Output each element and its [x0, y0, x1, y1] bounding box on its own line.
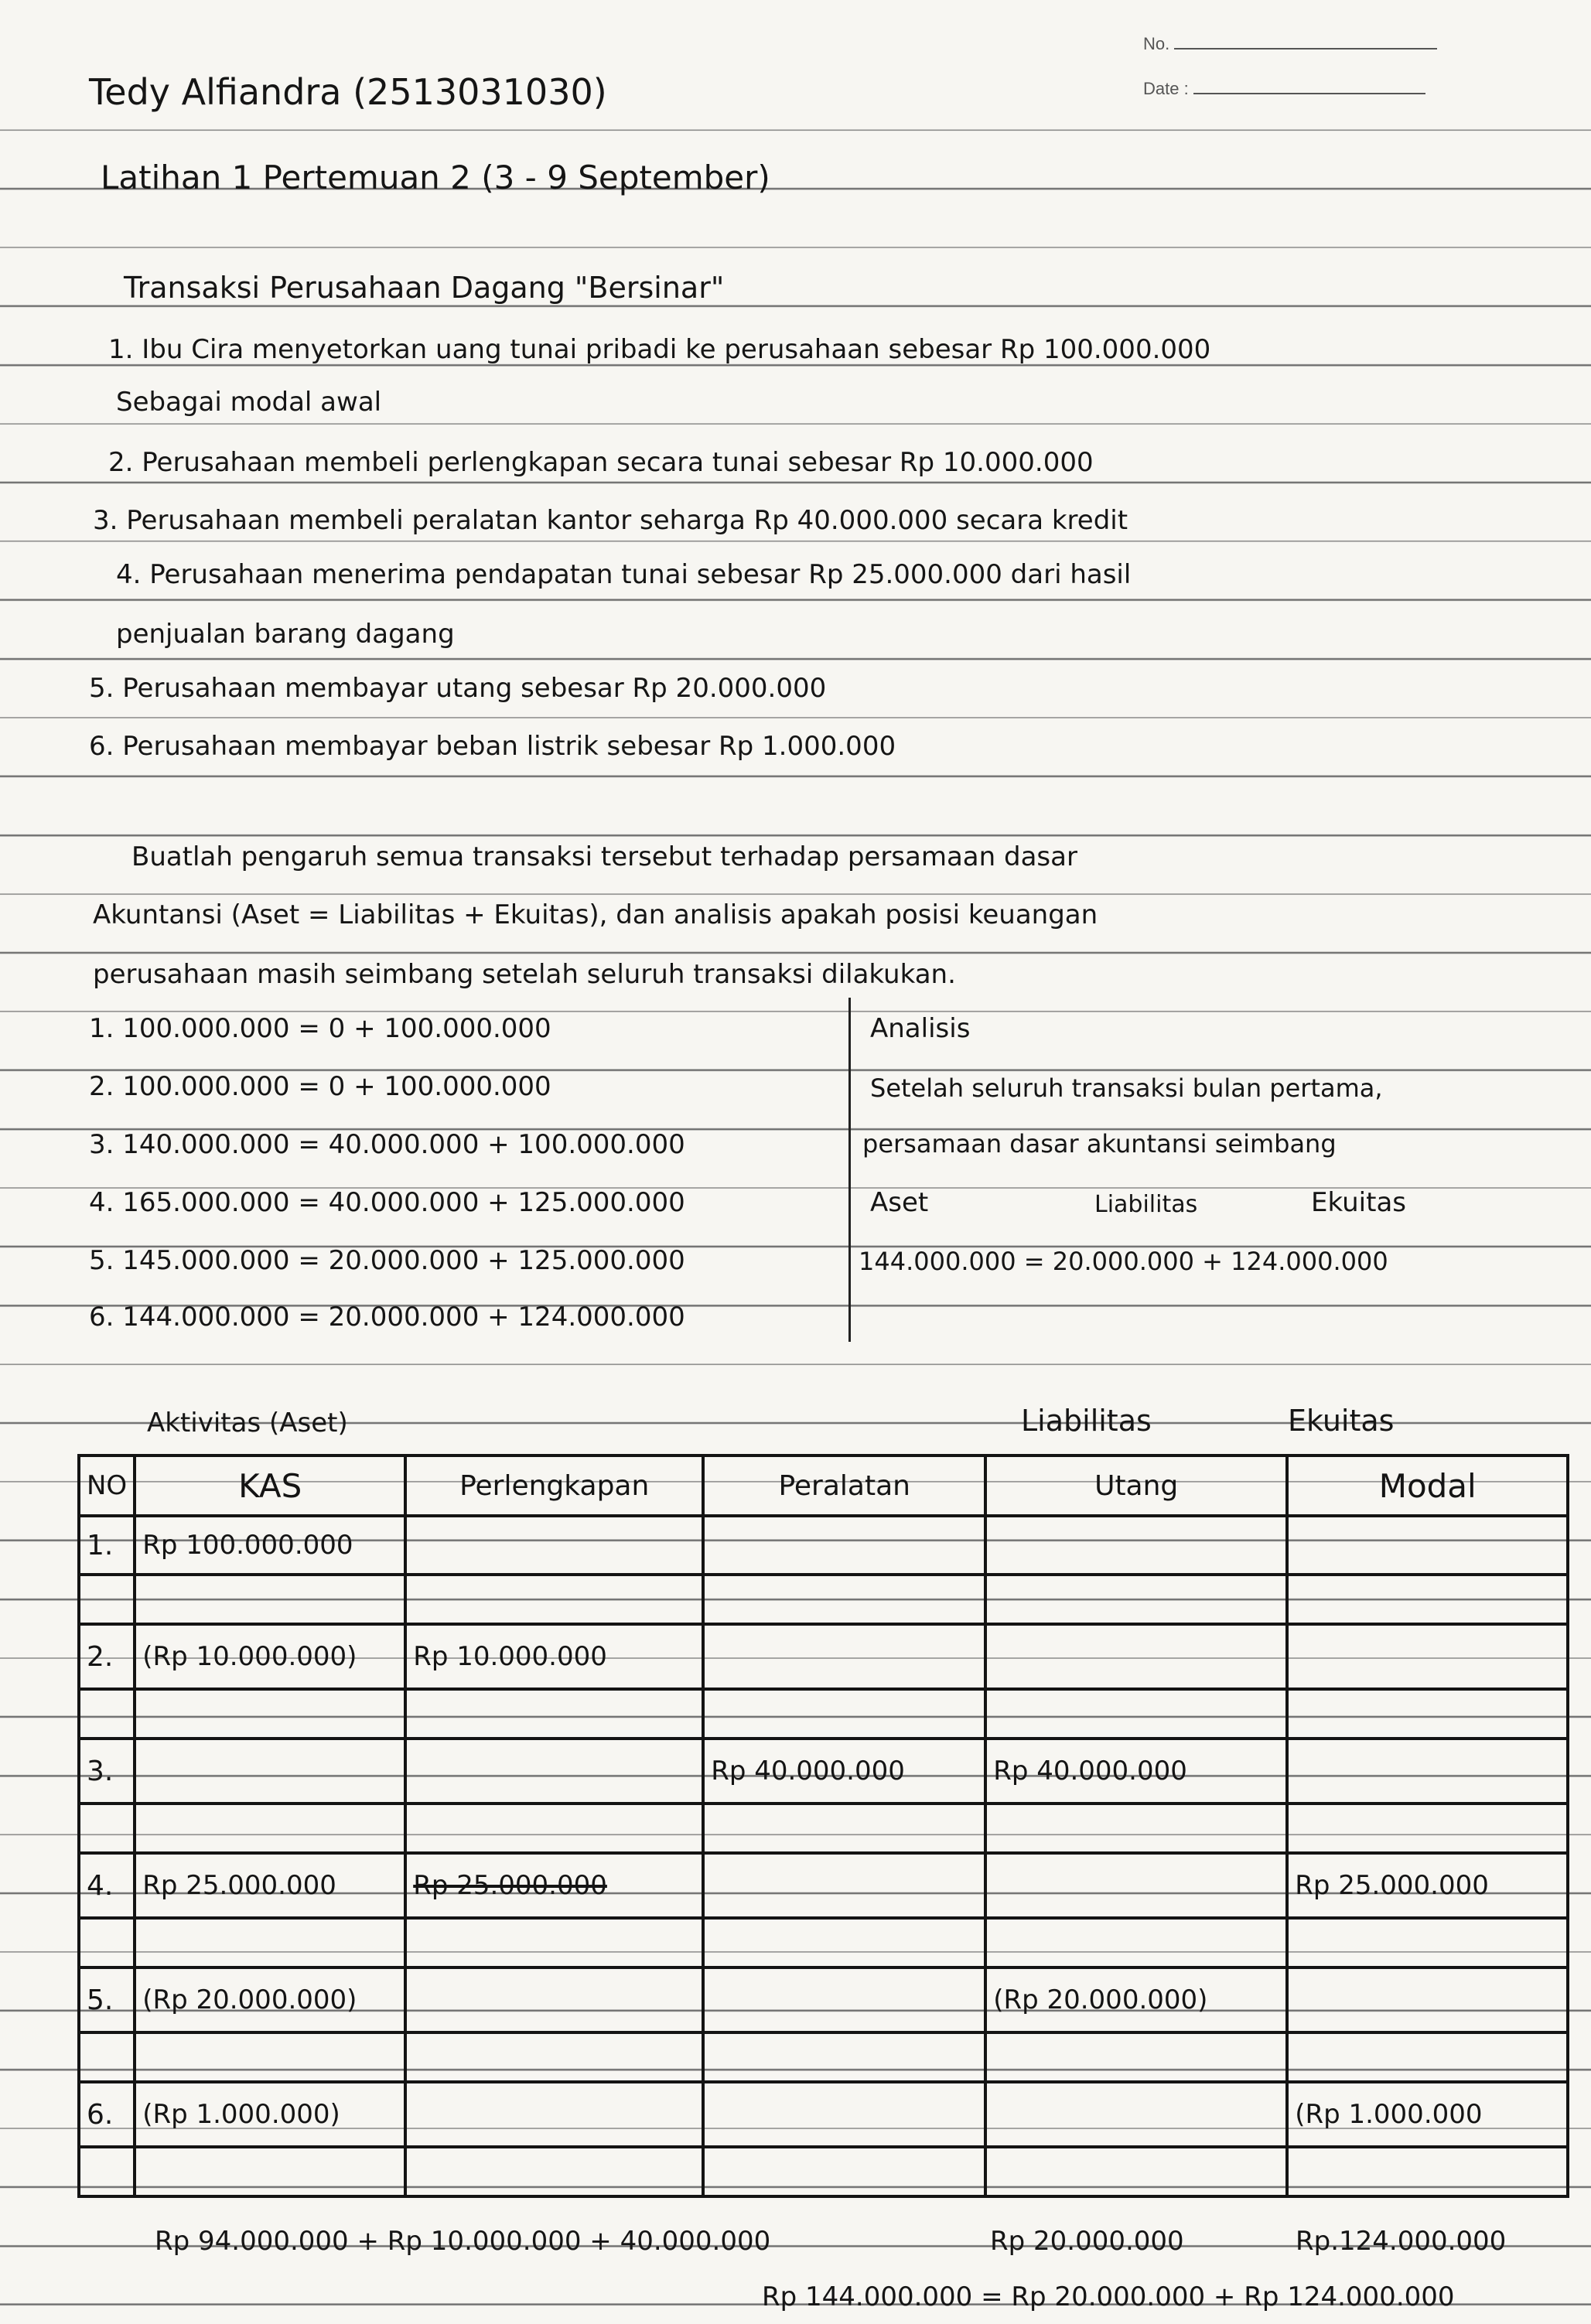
transaction-table: [77, 1454, 1569, 2198]
cell-peralatan: Rp 40.000.000: [703, 1739, 985, 1804]
cell-perlengkapan: Rp 10.000.000: [405, 1624, 703, 1689]
cell-modal: Rp 25.000.000: [1287, 1853, 1568, 1918]
cell-kas: (Rp 20.000.000): [135, 1967, 405, 2032]
cell-modal: [1287, 1516, 1568, 1575]
table-spacer-row: [79, 1918, 1568, 1967]
transaction-line-1b: Sebagai modal awal: [116, 387, 382, 418]
cell-modal: [1287, 1624, 1568, 1689]
analysis-title: Analisis: [870, 1013, 971, 1044]
cell-utang: (Rp 20.000.000): [985, 1967, 1287, 2032]
row-no: 5.: [79, 1967, 135, 2032]
cell-utang: [985, 1516, 1287, 1575]
table-row: [79, 1624, 1568, 1689]
equation-3: 3. 140.000.000 = 40.000.000 + 100.000.000: [89, 1129, 685, 1160]
cell-utang: [985, 1624, 1287, 1689]
equation-analysis-divider: [848, 998, 851, 1342]
cell-kas: (Rp 10.000.000): [135, 1624, 405, 1689]
equation-2: 2. 100.000.000 = 0 + 100.000.000: [89, 1071, 551, 1102]
cell-utang: Rp 40.000.000: [985, 1739, 1287, 1804]
transaction-line-6: 6. Perusahaan membayar beban listrik sebesar Rp 1.000.000: [89, 731, 896, 762]
cell-peralatan: [703, 2082, 985, 2147]
table-spacer-row: [79, 2032, 1568, 2082]
analysis-col-ekuitas: Ekuitas: [1311, 1187, 1407, 1218]
table-spacer-row: [79, 1689, 1568, 1739]
total-liabilitas: Rp 20.000.000: [990, 2226, 1184, 2257]
equation-4: 4. 165.000.000 = 40.000.000 + 125.000.000: [89, 1187, 685, 1218]
group-label-ekuitas: Ekuitas: [1288, 1404, 1395, 1438]
transaction-line-5: 5. Perusahaan membayar utang sebesar Rp 20.000.000: [89, 673, 827, 704]
table-row: [79, 1516, 1568, 1575]
student-name: Tedy Alfiandra (2513031030): [89, 71, 607, 113]
equation-1: 1. 100.000.000 = 0 + 100.000.000: [89, 1013, 551, 1044]
total-aset: Rp 94.000.000 + Rp 10.000.000 + 40.000.000: [155, 2226, 771, 2257]
cell-peralatan: [703, 1967, 985, 2032]
cell-perlengkapan: [405, 1516, 703, 1575]
analysis-text-2: persamaan dasar akuntansi seimbang: [862, 1129, 1337, 1159]
instruction-line-2: Akuntansi (Aset = Liabilitas + Ekuitas), dan analisis apakah posisi keuangan: [93, 899, 1098, 930]
cell-kas: Rp 100.000.000: [135, 1516, 405, 1575]
cell-utang: [985, 1853, 1287, 1918]
group-label-aset: Aktivitas (Aset): [147, 1408, 348, 1438]
equation-6: 6. 144.000.000 = 20.000.000 + 124.000.000: [89, 1302, 685, 1333]
row-no: 4.: [79, 1853, 135, 1918]
transaction-line-3: 3. Perusahaan membeli peralatan kantor seharga Rp 40.000.000 secara kredit: [93, 505, 1128, 536]
cell-perlengkapan: [405, 1967, 703, 2032]
header-utang: Utang: [985, 1455, 1287, 1516]
row-no: 6.: [79, 2082, 135, 2147]
row-no: 1.: [79, 1516, 135, 1575]
analysis-final-equation: 144.000.000 = 20.000.000 + 124.000.000: [859, 1247, 1388, 1276]
date-field: [1143, 79, 1425, 99]
row-no: 2.: [79, 1624, 135, 1689]
date-label: Date :: [1143, 79, 1189, 98]
total-ekuitas: Rp.124.000.000: [1296, 2226, 1507, 2257]
cell-peralatan: [703, 1516, 985, 1575]
instruction-line-3: perusahaan masih seimbang setelah seluruh transaksi dilakukan.: [93, 959, 956, 990]
group-label-liabilitas: Liabilitas: [1021, 1404, 1152, 1438]
table-row: [79, 1739, 1568, 1804]
cell-peralatan: [703, 1624, 985, 1689]
transaction-line-2: 2. Perusahaan membeli perlengkapan secara tunai sebesar Rp 10.000.000: [108, 447, 1094, 478]
table-row: [79, 2082, 1568, 2147]
header-no: NO: [79, 1455, 135, 1516]
cell-modal: [1287, 1967, 1568, 2032]
no-label: No.: [1143, 34, 1170, 53]
table-spacer-row: [79, 1575, 1568, 1624]
cell-perlengkapan: [405, 1739, 703, 1804]
table-row: [79, 1853, 1568, 1918]
transaction-line-1: 1. Ibu Cira menyetorkan uang tunai pribadi ke perusahaan sebesar Rp 100.000.000: [108, 334, 1211, 365]
cell-peralatan: [703, 1853, 985, 1918]
cell-perlengkapan: [405, 2082, 703, 2147]
cell-modal: [1287, 1739, 1568, 1804]
cell-perlengkapan-crossed-out: Rp 25.000.000: [405, 1853, 703, 1918]
equation-5: 5. 145.000.000 = 20.000.000 + 125.000.000: [89, 1245, 685, 1276]
table-spacer-row: [79, 1804, 1568, 1853]
transaction-line-4b: penjualan barang dagang: [116, 619, 455, 650]
cell-modal: (Rp 1.000.000: [1287, 2082, 1568, 2147]
table-header-row: [79, 1455, 1568, 1516]
analysis-col-liabilitas: Liabilitas: [1094, 1191, 1198, 1218]
header-modal: Modal: [1287, 1455, 1568, 1516]
cell-kas: Rp 25.000.000: [135, 1853, 405, 1918]
header-perlengkapan: Perlengkapan: [405, 1455, 703, 1516]
cell-kas: (Rp 1.000.000): [135, 2082, 405, 2147]
no-field: [1143, 34, 1437, 54]
cell-utang: [985, 2082, 1287, 2147]
problem-title: Transaksi Perusahaan Dagang "Bersinar": [124, 271, 725, 305]
analysis-text-1: Setelah seluruh transaksi bulan pertama,: [870, 1073, 1383, 1103]
row-no: 3.: [79, 1739, 135, 1804]
cell-kas: [135, 1739, 405, 1804]
header-kas: KAS: [135, 1455, 405, 1516]
header-peralatan: Peralatan: [703, 1455, 985, 1516]
instruction-line-1: Buatlah pengaruh semua transaksi tersebut terhadap persamaan dasar: [131, 841, 1077, 872]
transaction-line-4: 4. Perusahaan menerima pendapatan tunai sebesar Rp 25.000.000 dari hasil: [116, 559, 1132, 590]
table-row: [79, 1967, 1568, 2032]
analysis-col-aset: Aset: [870, 1187, 929, 1218]
table-spacer-row: [79, 2147, 1568, 2196]
final-equation: Rp 144.000.000 = Rp 20.000.000 + Rp 124.000.000: [762, 2281, 1455, 2312]
exercise-subtitle: Latihan 1 Pertemuan 2 (3 - 9 September): [101, 159, 770, 196]
